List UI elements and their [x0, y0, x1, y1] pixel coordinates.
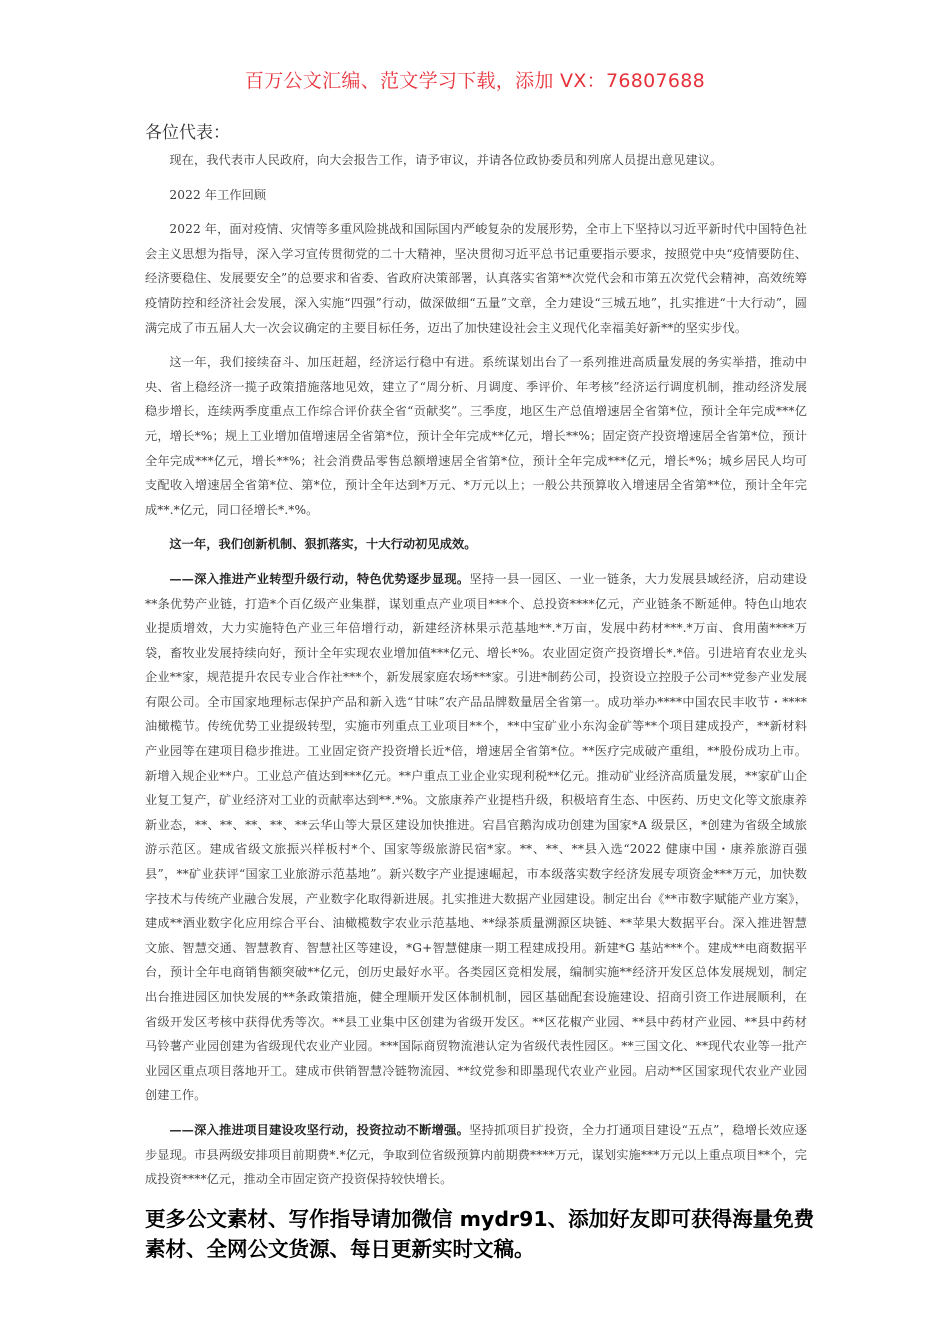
- footer-promo: 更多公文素材、写作指导请加微信 mydr91、添加好友即可获得海量免费素材、全网公文货源、每日更新实时文稿。: [145, 1207, 815, 1261]
- industry-lead: ——深入推进产业转型升级行动，特色优势逐步显现。: [169, 571, 470, 586]
- section-heading: 2022 年工作回顾: [169, 187, 267, 202]
- promo-banner: 百万公文汇编、范文学习下载，添加 VX：76807688: [244, 70, 706, 92]
- salutation: 各位代表：: [145, 123, 230, 143]
- industry-body: 坚持一县一园区、一业一链条，大力发展县域经济，启动建设**条优势产业链，打造*个百亿级产业集群，谋划重点产业项目***个、总投资****亿元，产业链条不断延伸。特色山地农业提质增效，大力实施特色产业三年倍增行动，新建经济林果示范基地**.*万亩，发展中药材***.*万亩、食用菌****万袋，畜牧业发展持续向好，预计全年实现农业增加值***亿元、增长*%。农业固定资产投资增长*.*倍。引进培育农业龙头企业**家，规范提升农民专业合作社***个，新发展家庭农场***家。引进*制药公司，投资设立控股子公司**党参产业发展有限公司。全市国家地理标志保护产品和新入选“甘味”农产品品牌数量居全省第一。成功举办****中国农民丰收节・****油橄榄节。传统优势工业提级转型，实施市列重点工业项目**个，**中宝矿业小东沟金矿等**个项目建成投产，**新材料产业园等在建项目稳步推进。工业固定资产投资增长近*倍，增速居全省第*位。**医疗完成破产重组，**股份成功上市。新增入规企业**户。工业总产值达到***亿元。**户重点工业企业实现利税**亿元。推动矿业经济高质量发展，**家矿山企业复工复产，矿业经济对工业的贡献率达到**.*%。文旅康养产业提档升级，积极培育生态、中医药、历史文化等文旅康养新业态，**、**、**、**、**云华山等大景区建设加快推进。宕昌官鹅沟成功创建为国家*A 级景区，*创建为省级全域旅游示范区。建成省级文旅振兴样板村*个、国家等级旅游民宿*家。**、**、**县入选“2022 健康中国・康养旅游百强县”，**矿业获评“国家工业旅游示范基地”。新兴数字产业提速崛起，市本级落实数字经济发展专项资金***万元，加快数字技术与传统产业融合发展，产业数字化取得新进展。扎实推进大数据产业园建设。制定出台《**市数字赋能产业方案》，建成**酒业数字化应用综合平台、油橄榄数字农业示范基地、**绿茶质量溯源区块链、**苹果大数据平台。深入推进智慧文旅、智慧交通、智慧教育、智慧社区等建设，*G+智慧健康一期工程建成投用。新建*G 基站***个。建成**电商数据平台，预计全年电商销售额突破**亿元，创历史最好水平。各类园区竞相发展，编制实施**经济开发区总体发展规划，制定出台推进园区加快发展的**条政策措施，健全理顺开发区体制机制，园区基础配套设施建设、招商引资工作进展顺利，在省级开发区考核中获得优秀等次。**县工业集中区创建为省级开发区。**区花椒产业园、**县中药材产业园、**县中药材马铃薯产业园创建为省级现代农业产业园。***国际商贸物流港认定为省级代表性园区。**三国文化、**现代农业等一批产业园区重点项目落地开工。建成市供销智慧冷链物流园、**纹党参和即墨现代农业产业园。启动**区国家现代农业产业园创建工作。: [145, 571, 808, 1103]
- project-lead: ——深入推进项目建设攻坚行动，投资拉动不断增强。: [169, 1122, 470, 1137]
- industry-paragraph: [145, 567, 807, 1108]
- bold-summary-text: 这一年，我们创新机制、狠抓落实，十大行动初见成效。: [169, 537, 477, 552]
- overview-paragraph: 2022 年，面对疫情、灾情等多重风险挑战和国际国内严峻复杂的发展形势，全市上下坚持以习近平新时代中国特色社会主义思想为指导，深入学习宣传贯彻党的二十大精神，坚决贯彻习近平总书记重要指示要求，按照党中央“疫情要防住、经济要稳住、发展要安全”的总要求和省委、省政府决策部署，认真落实省第**次党代会和市第五次党代会精神，高效统筹疫情防控和经济社会发展，深入实施“四强”行动，做深做细“五量”文章，全力建设“三城五地”，扎实推进“十大行动”，圆满完成了市五届人大一次会议确定的主要目标任务，迈出了加快建设社会主义现代化幸福美好新**的坚实步伐。: [145, 222, 807, 335]
- intro-paragraph: 现在，我代表市人民政府，向大会报告工作，请予审议，并请各位政协委员和列席人员提出意见建议。: [169, 153, 723, 167]
- project-body: 坚持抓项目扩投资，全力打通项目建设“五点”，稳增长效应逐步显现。市县两级安排项目前期费*.*亿元，争取到位省级预算内前期费****万元，谋划实施***万元以上重点项目**个，完成投资****亿元，推动全市固定资产投资保持较快增长。: [145, 1122, 807, 1187]
- report-body: [145, 148, 807, 1193]
- economy-paragraph: 这一年，我们接续奋斗、加压赶超，经济运行稳中有进。系统谋划出台了一系列推进高质量发展的务实举措，推动中央、省上稳经济一揽子政策措施落地见效，建立了“周分析、月调度、季评价、年考核”经济运行调度机制，推动经济发展稳步增长，连续两季度重点工作综合评价获全省“贡献奖”。三季度，地区生产总值增速居全省第*位，预计全年完成***亿元，增长*%；规上工业增加值增速居全省第*位，预计全年完成**亿元，增长**%；固定资产投资增速居全省第*位，预计全年完成***亿元，增长**%；社会消费品零售总额增速居全省第*位，预计全年完成***亿元，增长*%；城乡居民人均可支配收入增速居全省第*位、第*位，预计全年达到*万元、*万元以上；一般公共预算收入增速居全省第**位，预计全年完成**.*亿元，同口径增长*.*%。: [145, 355, 807, 517]
- bold-summary: [145, 532, 807, 557]
- project-paragraph: [145, 1118, 807, 1192]
